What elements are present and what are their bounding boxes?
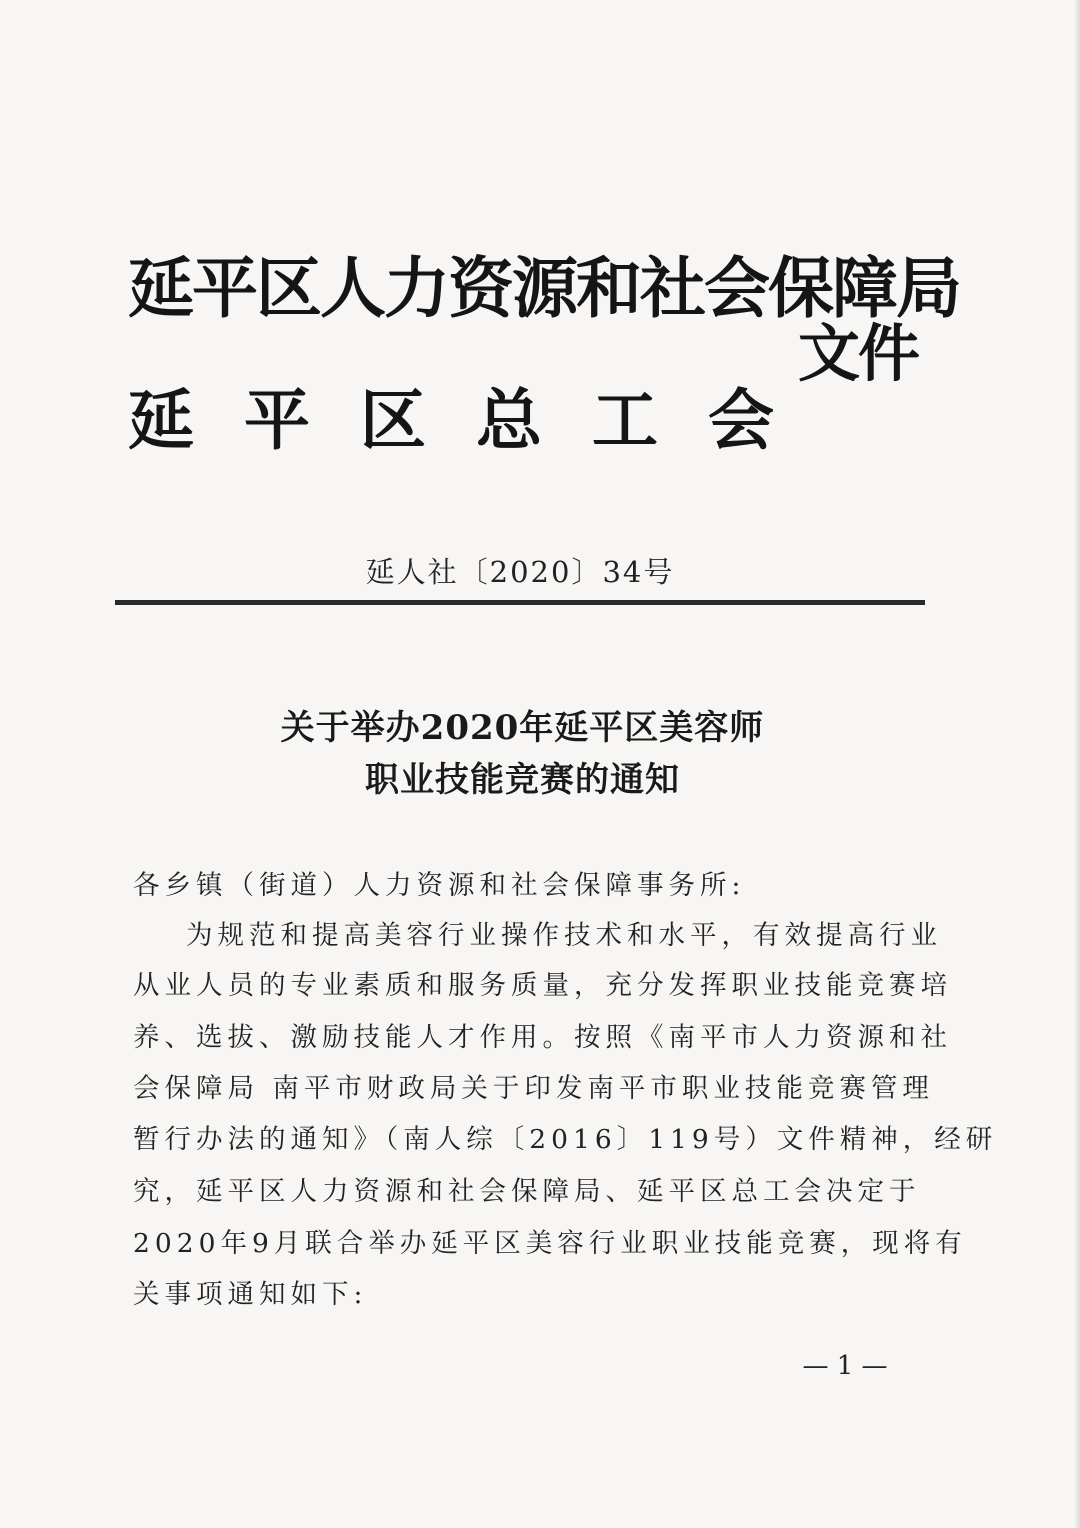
body-line: 究，延平区人力资源和社会保障局、延平区总工会决定于 [133, 1176, 921, 1207]
body-line: 会保障局 南平市财政局关于印发南平市职业技能竞赛管理 [133, 1073, 934, 1104]
issuer-line-2: 延平区总工会 [128, 381, 824, 459]
issuer-suffix: 文件 [798, 317, 919, 390]
document-number: 延人社〔2020〕34号 [365, 555, 675, 589]
body-line: 2020年9月联合举办延平区美容行业职业技能竞赛，现将有 [133, 1228, 967, 1259]
salutation: 各乡镇（街道）人力资源和社会保障事务所: [133, 870, 746, 901]
body-line: 为规范和提高美容行业操作技术和水平，有效提高行业 [186, 920, 942, 951]
issuer-line-1: 延平区人力资源和社会保障局 [128, 249, 960, 327]
header-divider [115, 600, 925, 605]
body-line: 关事项通知如下: [133, 1279, 368, 1310]
body-line: 从业人员的专业素质和服务质量，充分发挥职业技能竞赛培 [133, 970, 952, 1001]
page-number: — 1 — [802, 1351, 888, 1381]
title-line-1: 关于举办2020年延平区美容师 [280, 708, 765, 748]
body-line: 养、选拔、激励技能人才作用。按照《南平市人力资源和社 [133, 1022, 952, 1053]
body-line: 暂行办法的通知》（南人综〔2016〕119号）文件精神，经研 [133, 1124, 998, 1155]
title-line-2: 职业技能竞赛的通知 [365, 760, 680, 800]
